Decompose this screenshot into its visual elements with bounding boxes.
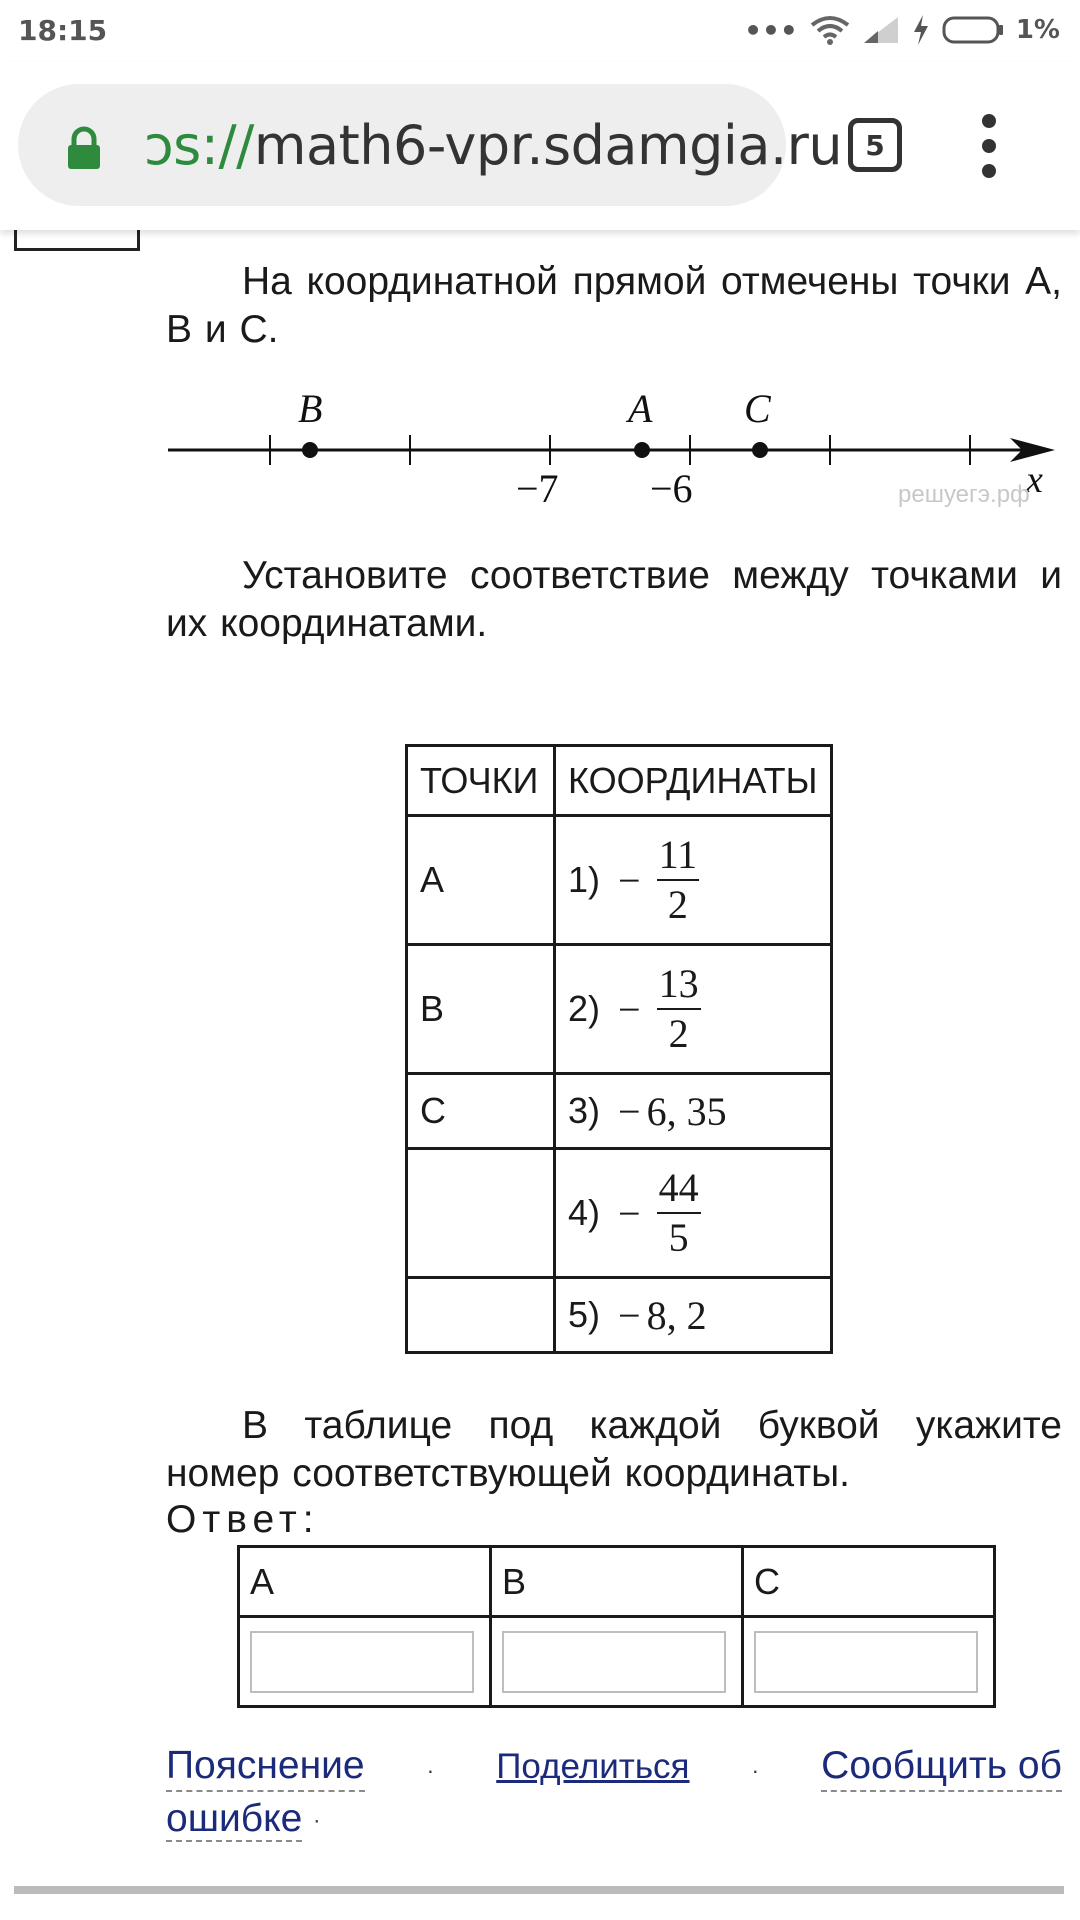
- point-a-dot: [634, 442, 650, 458]
- footer-links: [166, 1742, 1062, 1845]
- table-row: [239, 1617, 995, 1707]
- answer-prompt: В таблице под каждой буквой укажите номер соответствующей координаты.: [166, 1404, 1062, 1495]
- option-cell: 1) − $\frac{11}{2}$: [555, 816, 832, 945]
- battery-percent: 1%: [1015, 15, 1060, 45]
- separator: ·: [426, 1758, 435, 1783]
- charging-icon: [912, 15, 930, 45]
- wifi-icon: [810, 15, 850, 45]
- option-cell: 3) − 6, 35: [555, 1074, 832, 1149]
- table-row: [407, 945, 832, 1074]
- status-icons: [744, 12, 1060, 48]
- tick-label-minus-6: −6: [650, 466, 693, 511]
- problem-intro: На координатной прямой отмечены точки A, B и C.: [166, 260, 1062, 351]
- point-b-label: B: [298, 386, 323, 431]
- lock-icon: [66, 126, 102, 170]
- point-b-dot: [302, 442, 318, 458]
- number-line: [160, 386, 1060, 511]
- separator: ·: [751, 1758, 759, 1783]
- point-cell: A: [407, 816, 555, 945]
- address-bar[interactable]: [18, 84, 843, 206]
- bottom-divider: [14, 1886, 1064, 1894]
- report-error-link[interactable]: Сообщить об: [821, 1742, 1062, 1792]
- table-row: [239, 1547, 995, 1617]
- option-cell: 4) − $\frac{44}{5}$: [555, 1149, 832, 1278]
- url-host: math6-vpr.sdamgia.ru: [253, 114, 843, 177]
- answer-label: Ответ:: [166, 1498, 320, 1541]
- url-text[interactable]: [144, 114, 842, 177]
- tabs-button[interactable]: 5: [848, 118, 902, 172]
- table-row: [407, 746, 832, 816]
- answer-input-a[interactable]: [250, 1631, 474, 1693]
- point-cell: [407, 1149, 555, 1278]
- axis-label-x: x: [1026, 459, 1043, 501]
- watermark: решуегэ.рф: [898, 481, 1030, 508]
- option-cell: 5) − 8, 2: [555, 1278, 832, 1353]
- tick-label-minus-7: −7: [516, 466, 559, 511]
- answer-col-c: C: [743, 1547, 995, 1617]
- point-c-label: C: [744, 386, 771, 431]
- url-scheme: ɔs://: [144, 114, 254, 177]
- coordinates-table: [405, 744, 833, 1354]
- explanation-link[interactable]: Пояснение: [166, 1742, 365, 1792]
- menu-icon[interactable]: [974, 114, 1004, 178]
- problem-instruction: Установите соответствие между точками и их координатами.: [166, 554, 1062, 645]
- answer-col-a: A: [239, 1547, 491, 1617]
- status-time: 18:15: [18, 14, 108, 47]
- report-error-link-cont[interactable]: ошибке: [166, 1797, 303, 1840]
- table-row: [407, 1074, 832, 1149]
- header-coordinates: КООРДИНАТЫ: [555, 746, 832, 816]
- table-row: [407, 816, 832, 945]
- cell-signal-icon: [862, 15, 900, 45]
- more-dots-icon: •••: [744, 13, 798, 47]
- table-row: [407, 1149, 832, 1278]
- answer-input-b[interactable]: [502, 1631, 726, 1693]
- point-c-dot: [752, 442, 768, 458]
- point-cell: B: [407, 945, 555, 1074]
- point-cell: C: [407, 1074, 555, 1149]
- answer-col-b: B: [491, 1547, 743, 1617]
- browser-toolbar: [0, 62, 1080, 230]
- status-bar: [0, 0, 1080, 62]
- point-a-label: A: [628, 386, 653, 431]
- separator: ·: [313, 1807, 321, 1833]
- share-link[interactable]: Поделиться: [496, 1747, 690, 1786]
- table-row: [407, 1278, 832, 1353]
- battery-icon: [942, 16, 1004, 44]
- point-cell: [407, 1278, 555, 1353]
- answer-input-c[interactable]: [754, 1631, 978, 1693]
- header-points: ТОЧКИ: [407, 746, 555, 816]
- answer-table: [237, 1545, 996, 1708]
- option-cell: 2) − $\frac{13}{2}$: [555, 945, 832, 1074]
